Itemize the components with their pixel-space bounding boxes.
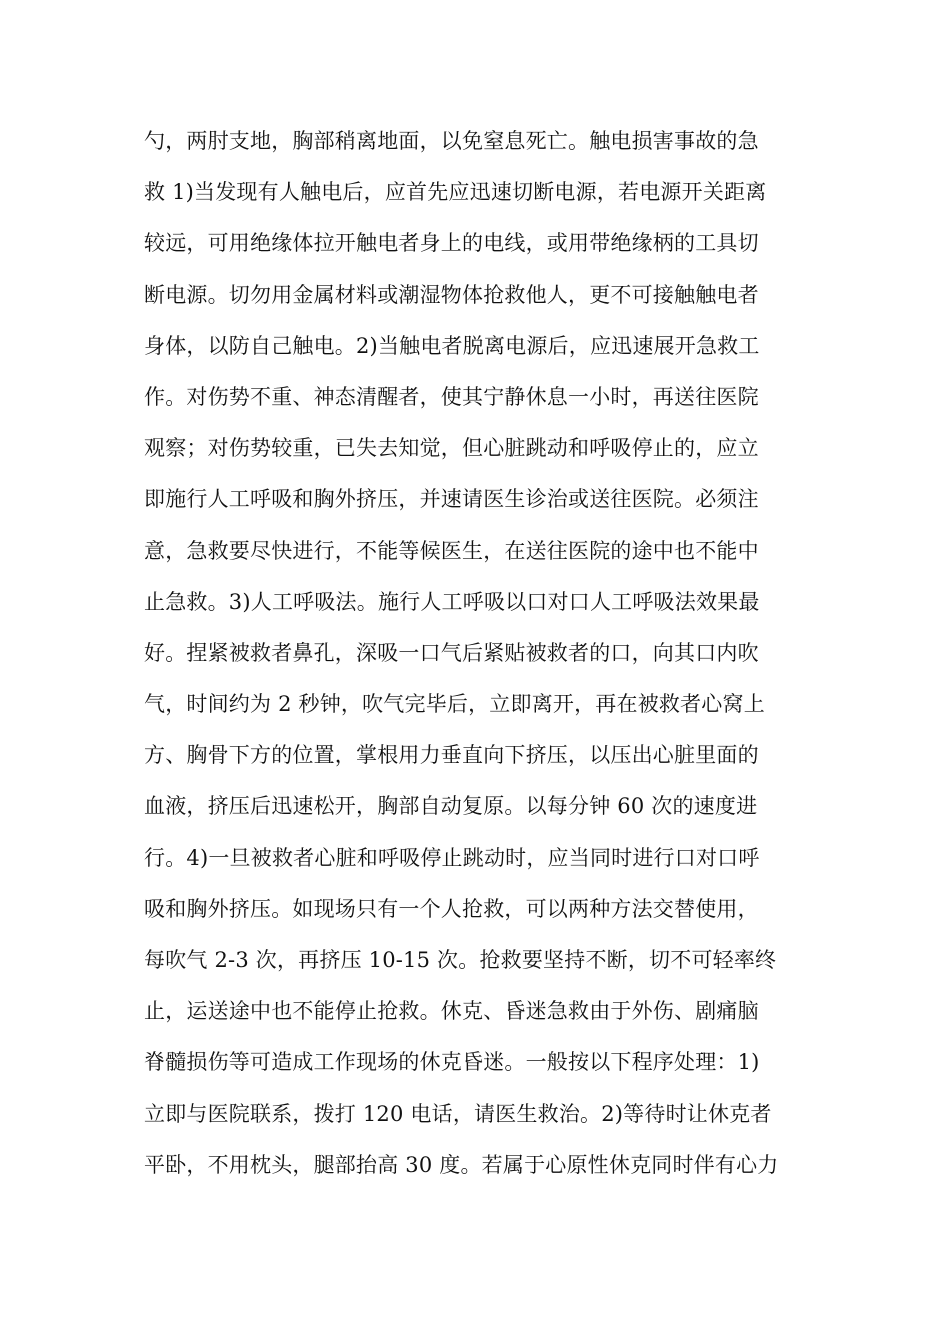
text-line: 行。4)一旦被救者心脏和呼吸停止跳动时，应当同时进行口对口呼 xyxy=(144,845,760,870)
text-line: 气，时间约为 2 秒钟，吹气完毕后，立即离开，再在被救者心窝上 xyxy=(144,692,765,717)
text-line: 断电源。切勿用金属材料或潮湿物体抢救他人，更不可接触触电者 xyxy=(144,282,759,307)
text-line: 平卧，不用枕头，腿部抬高 30 度。若属于心原性休克同时伴有心力 xyxy=(144,1152,779,1177)
text-line: 意，急救要尽快进行，不能等候医生，在送往医院的途中也不能中 xyxy=(144,538,759,563)
text-line: 立即与医院联系，拨打 120 电话，请医生救治。2)等待时让休克者 xyxy=(144,1101,772,1126)
text-line: 每吹气 2-3 次，再挤压 10-15 次。抢救要坚持不断，切不可轻率终 xyxy=(144,948,777,972)
text-line: 即施行人工呼吸和胸外挤压，并速请医生诊治或送往医院。必须注 xyxy=(144,487,759,512)
text-line: 救 1)当发现有人触电后，应首先应迅速切断电源，若电源开关距离 xyxy=(144,180,767,205)
text-line: 较远，可用绝缘体拉开触电者身上的电线，或用带绝缘柄的工具切 xyxy=(144,231,759,256)
body-text xyxy=(144,116,824,1191)
text-line: 止急救。3)人工呼吸法。施行人工呼吸以口对口人工呼吸法效果最 xyxy=(144,589,760,614)
text-line: 脊髓损伤等可造成工作现场的休克昏迷。一般按以下程序处理：1) xyxy=(144,1050,760,1075)
text-line: 止，运送途中也不能停止抢救。休克、昏迷急救由于外伤、剧痛脑 xyxy=(144,999,759,1024)
text-line: 好。捏紧被救者鼻孔，深吸一口气后紧贴被救者的口，向其口内吹 xyxy=(144,640,759,665)
text-line: 作。对伤势不重、神态清醒者，使其宁静休息一小时，再送往医院 xyxy=(144,384,759,409)
text-line: 方、胸骨下方的位置，掌根用力垂直向下挤压，以压出心脏里面的 xyxy=(144,743,759,768)
text-line: 吸和胸外挤压。如现场只有一个人抢救，可以两种方法交替使用， xyxy=(144,896,759,921)
text-line: 血液，挤压后迅速松开，胸部自动复原。以每分钟 60 次的速度进 xyxy=(144,794,758,819)
text-line: 勺，两肘支地，胸部稍离地面，以免窒息死亡。触电损害事故的急 xyxy=(144,129,759,153)
text-line: 观察；对伤势较重，已失去知觉，但心脏跳动和呼吸停止的，应立 xyxy=(144,436,759,461)
text-line: 身体，以防自己触电。2)当触电者脱离电源后，应迅速展开急救工 xyxy=(144,333,760,358)
